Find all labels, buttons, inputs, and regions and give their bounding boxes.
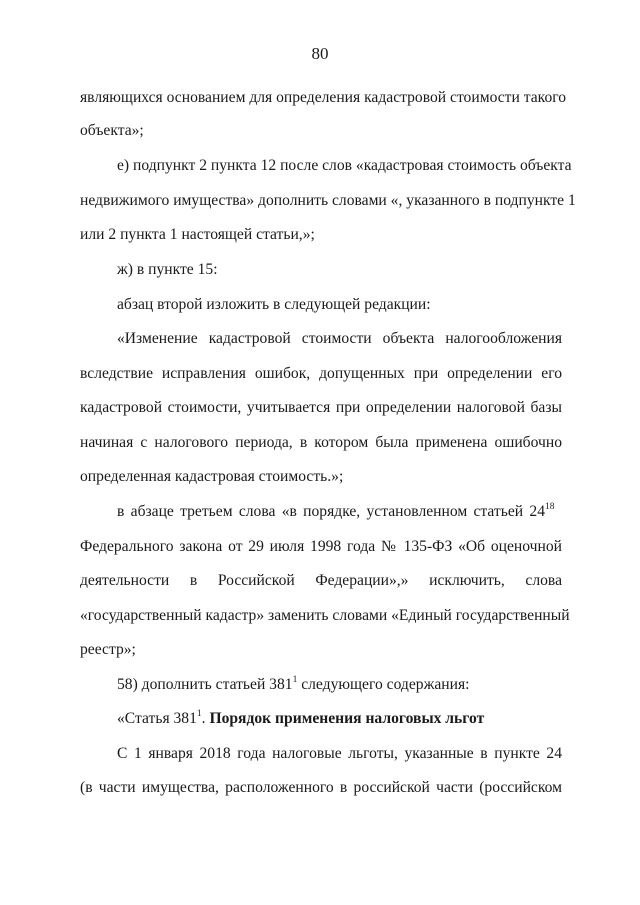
text-line: кадастровой стоимости, учитывается при определении налоговой базы xyxy=(80,399,562,416)
text-line: е) подпункт 2 пункта 12 после слов «кадастровая стоимость объекта xyxy=(117,157,572,174)
text-line: «государственный кадастр» заменить словами «Единый государственный xyxy=(80,607,570,624)
text-line: (в части имущества, расположенного в российской части (российском xyxy=(80,779,562,796)
page-number: 80 xyxy=(311,44,329,63)
text-line: ж) в пункте 15: xyxy=(117,261,218,278)
text-line xyxy=(117,502,562,522)
superscript: 18 xyxy=(545,502,555,512)
text-line-part: . xyxy=(201,710,210,727)
text-line: определенная кадастровая стоимость.»; xyxy=(80,468,344,485)
text-line: «Изменение кадастровой стоимости объекта налогообложения xyxy=(117,330,562,347)
text-line: деятельности в Российской Федерации»,» исключить, слова xyxy=(80,572,562,589)
text-line xyxy=(117,675,562,695)
text-line: являющихся основанием для определения кадастровой стоимости такого xyxy=(80,89,567,106)
text-line: начиная с налогового периода, в котором была применена ошибочно xyxy=(80,434,562,451)
article-title: Порядок применения налоговых льгот xyxy=(209,710,485,727)
text-line: или 2 пункта 1 настоящей статьи,»; xyxy=(80,226,315,243)
text-line: Федерального закона от 29 июля 1998 года № 135-ФЗ «Об оценочной xyxy=(80,538,562,555)
text-line-part: 58) дополнить статьей 381 xyxy=(117,676,293,693)
text-line-part: в абзаце третьем слова «в порядке, установленном статьей 24 xyxy=(117,503,545,520)
text-line: С 1 января 2018 года налоговые льготы, указанные в пункте 24 xyxy=(117,745,562,762)
article-heading xyxy=(117,709,562,729)
text-line: недвижимого имущества» дополнить словами «, указанного в подпункте 1 xyxy=(80,192,576,209)
superscript: 1 xyxy=(292,675,298,685)
superscript: 1 xyxy=(196,709,202,719)
text-line-part: следующего содержания: xyxy=(297,676,470,693)
text-line: реестр»; xyxy=(80,641,136,658)
text-line-part: «Статья 381 xyxy=(117,710,197,727)
text-line: абзац второй изложить в следующей редакции: xyxy=(117,296,431,313)
text-line: вследствие исправления ошибок, допущенных при определении его xyxy=(80,365,562,382)
text-line: объекта»; xyxy=(80,122,144,139)
